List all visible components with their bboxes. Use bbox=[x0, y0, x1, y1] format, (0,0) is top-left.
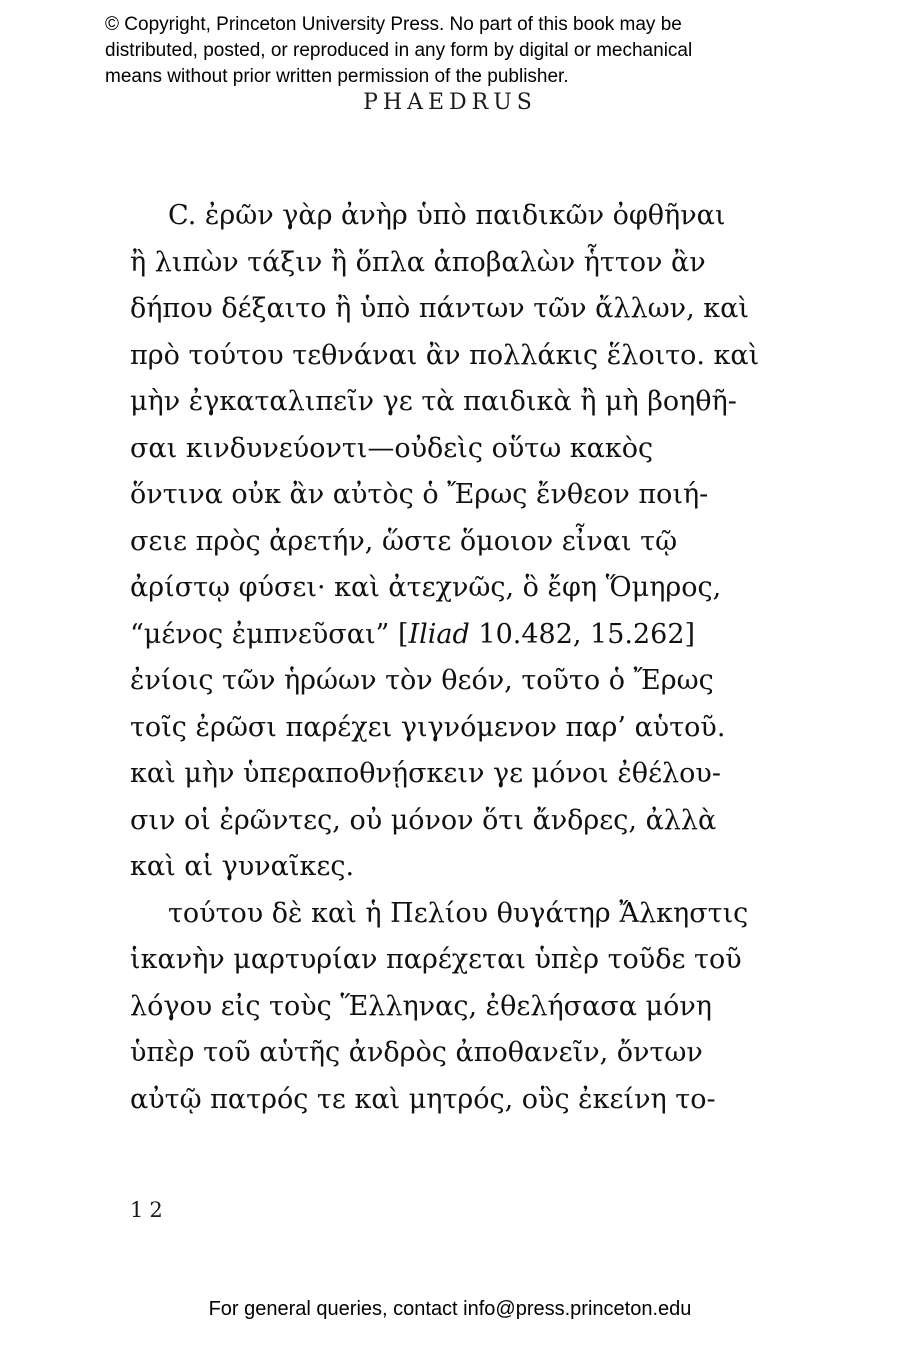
text-segment: σιν οἱ ἐρῶντες, οὐ μόνον ὅτι ἄνδρες, ἀλλὰ bbox=[130, 804, 717, 836]
text-segment: καὶ αἱ γυναῖκες. bbox=[130, 851, 355, 882]
text-line bbox=[130, 1077, 790, 1124]
copyright-line: © Copyright, Princeton University Press. No part of this book may be bbox=[105, 14, 682, 35]
text-line bbox=[130, 705, 790, 752]
text-line bbox=[130, 751, 790, 798]
text-line bbox=[130, 658, 790, 705]
general-queries-line: For general queries, contact info@press.princeton.edu bbox=[208, 1298, 692, 1320]
page-number: 12 bbox=[130, 1198, 169, 1222]
text-line bbox=[130, 286, 790, 333]
text-segment: αὐτῷ πατρός τε καὶ μητρός, οὓς ἐκείνη το- bbox=[130, 1083, 716, 1115]
text-segment: C. ἐρῶν γὰρ ἀνὴρ ὑπὸ παιδικῶν ὀφθῆναι bbox=[168, 200, 726, 231]
text-segment: τοῖς ἐρῶσι παρέχει γιγνόμενον παρ’ αὑτοῦ. bbox=[130, 711, 726, 743]
text-line bbox=[130, 472, 790, 519]
running-head: PHAEDRUS bbox=[363, 90, 537, 115]
text-segment: σαι κινδυνεύοντι—οὐδεὶς οὕτω κακὸς bbox=[130, 432, 654, 464]
text-segment: μὴν ἐγκαταλιπεῖν γε τὰ παιδικὰ ἢ μὴ βοηθῆ- bbox=[130, 386, 737, 417]
text-segment: ἀρίστῳ φύσει· καὶ ἀτεχνῶς, ὃ ἔφη Ὅμηρος, bbox=[130, 572, 722, 603]
text-segment: ὅντινα οὐκ ἂν αὐτὸς ὁ Ἔρως ἔνθεον ποιή- bbox=[130, 479, 709, 510]
text-line bbox=[130, 891, 790, 938]
text-segment: δήπου δέξαιτο ἢ ὑπὸ πάντων τῶν ἄλλων, καὶ bbox=[130, 293, 749, 324]
text-segment: ἱκανὴν μαρτυρίαν παρέχεται ὑπὲρ τοῦδε τοῦ bbox=[130, 944, 742, 975]
text-line bbox=[130, 1030, 790, 1077]
text-segment: ἐνίοις τῶν ἡρώων τὸν θεόν, τοῦτο ὁ Ἔρως bbox=[130, 665, 714, 696]
text-line bbox=[130, 379, 790, 426]
text-line bbox=[130, 333, 790, 380]
text-line bbox=[130, 565, 790, 612]
copyright-line: distributed, posted, or reproduced in any form by digital or mechanical bbox=[105, 40, 693, 61]
text-line bbox=[130, 612, 790, 659]
text-segment: καὶ μὴν ὑπεραποθνῄσκειν γε μόνοι ἐθέλου- bbox=[130, 758, 721, 789]
text-segment: τούτου δὲ καὶ ἡ Πελίου θυγάτηρ Ἄλκηστις bbox=[168, 897, 749, 929]
text-line bbox=[130, 519, 790, 566]
text-line bbox=[130, 844, 790, 891]
text-segment: ἢ λιπὼν τάξιν ἢ ὅπλα ἀποβαλὼν ἧττον ἂν bbox=[130, 246, 706, 278]
text-segment: λόγου εἰς τοὺς Ἕλληνας, ἐθελήσασα μόνη bbox=[130, 990, 712, 1022]
text-segment: “μένος ἐμπνεῦσαι” [ bbox=[130, 618, 409, 650]
text-segment: σειε πρὸς ἀρετήν, ὥστε ὅμοιον εἶναι τῷ bbox=[130, 525, 678, 557]
copyright-line: means without prior written permission of the publisher. bbox=[105, 66, 569, 87]
text-line bbox=[130, 426, 790, 473]
text-line bbox=[130, 984, 790, 1031]
text-segment: 10.482, 15.262] bbox=[469, 618, 696, 650]
text-block bbox=[130, 193, 790, 1123]
italic-citation: Iliad bbox=[408, 618, 470, 650]
text-segment: πρὸ τούτου τεθνάναι ἂν πολλάκις ἕλοιτο. καὶ bbox=[130, 339, 760, 371]
text-segment: ὑπὲρ τοῦ αὑτῆς ἀνδρὸς ἀποθανεῖν, ὄντων bbox=[130, 1037, 703, 1068]
text-line bbox=[130, 798, 790, 845]
text-line bbox=[130, 240, 790, 287]
text-line bbox=[130, 193, 790, 240]
copyright-notice bbox=[105, 12, 815, 90]
text-line bbox=[130, 937, 790, 984]
